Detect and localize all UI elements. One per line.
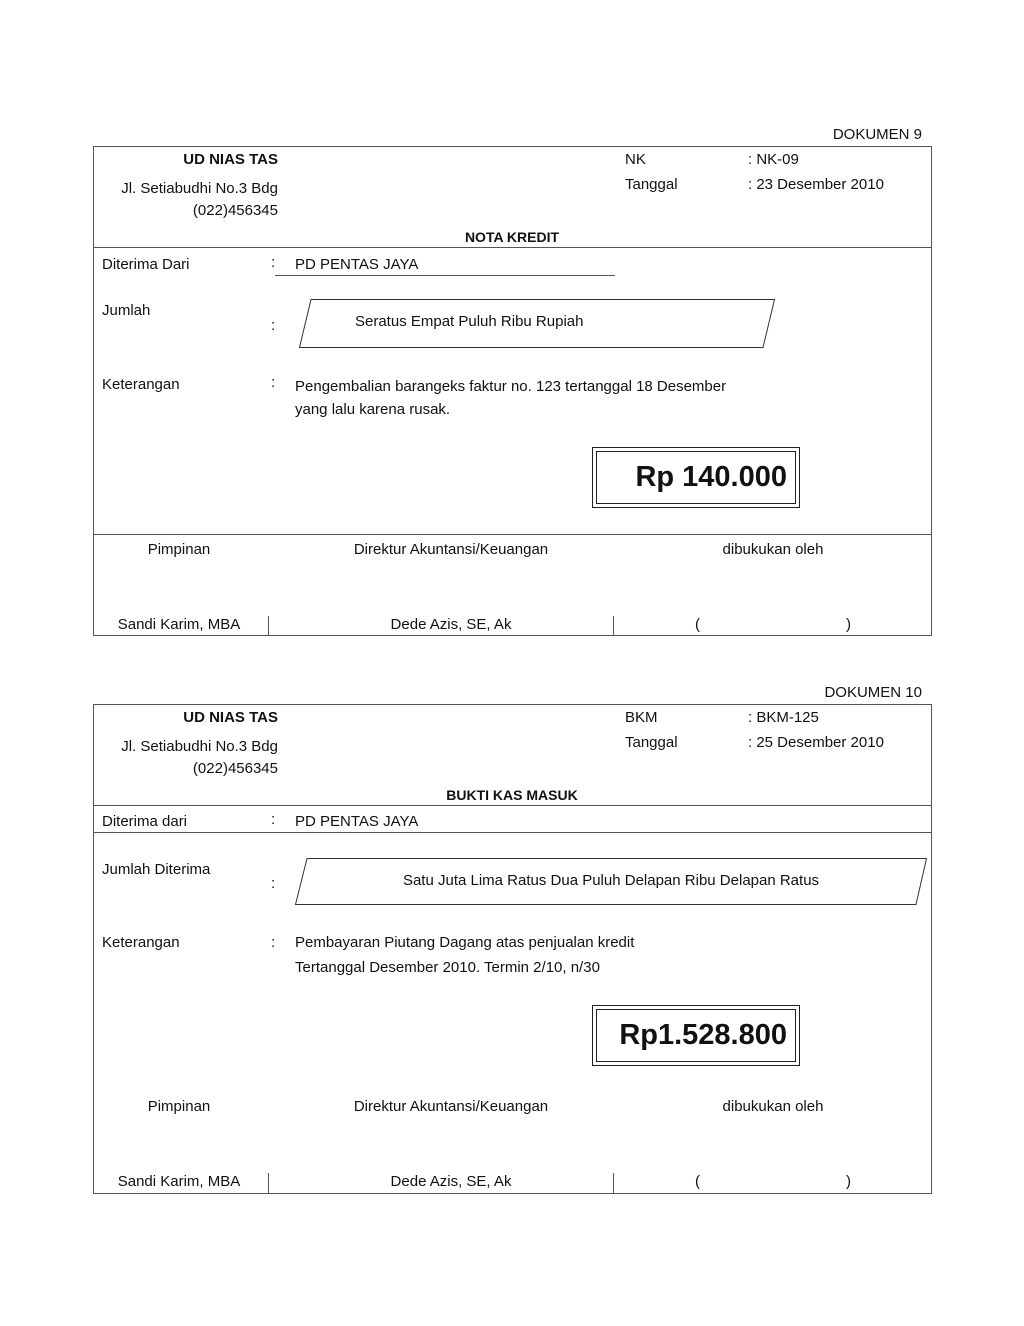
note-line: Pembayaran Piutang Dagang atas penjualan kredit	[295, 934, 635, 951]
note-label: Keterangan	[102, 376, 180, 393]
signature-name-pimpinan: Sandi Karim, MBA	[117, 616, 241, 633]
company-address: Jl. Setiabudhi No.3 Bdg	[121, 180, 278, 197]
divider	[93, 247, 932, 248]
signature-role-pembuku: dibukukan oleh	[722, 541, 824, 558]
meta-value-date: : 25 Desember 2010	[748, 734, 884, 751]
received-from-value: PD PENTAS JAYA	[295, 256, 419, 273]
meta-label-number: NK	[625, 151, 646, 168]
signature-bracket-open: (	[695, 616, 700, 633]
colon: :	[271, 875, 276, 892]
received-from-value: PD PENTAS JAYA	[295, 813, 419, 830]
meta-label-date: Tanggal	[625, 734, 678, 751]
signature-bracket-close: )	[846, 616, 851, 633]
amount-words: Satu Juta Lima Ratus Dua Puluh Delapan Ribu Delapan Ratus	[402, 872, 820, 889]
note-line: Pengembalian barangeks faktur no. 123 tertanggal 18 Desember	[295, 378, 727, 395]
divider	[613, 616, 614, 636]
amount-total-box	[592, 1005, 800, 1066]
divider	[275, 275, 615, 276]
signature-name-direktur: Dede Azis, SE, Ak	[390, 616, 512, 633]
meta-label-date: Tanggal	[625, 176, 678, 193]
signature-name-pimpinan: Sandi Karim, MBA	[117, 1173, 241, 1190]
colon: :	[271, 254, 276, 271]
amount-total-box	[592, 447, 800, 508]
signature-role-pembuku: dibukukan oleh	[722, 1098, 824, 1115]
meta-value-date: : 23 Desember 2010	[748, 176, 884, 193]
amount-label: Jumlah Diterima	[102, 861, 211, 878]
divider	[93, 832, 932, 833]
signature-name-direktur: Dede Azis, SE, Ak	[390, 1173, 512, 1190]
amount-words-box	[295, 858, 927, 905]
company-phone: (022)456345	[192, 760, 278, 777]
meta-label-number: BKM	[625, 709, 658, 726]
received-from-label: Diterima Dari	[102, 256, 190, 273]
signature-bracket-close: )	[846, 1173, 851, 1190]
form-title: NOTA KREDIT	[464, 229, 560, 245]
colon: :	[271, 317, 276, 334]
divider	[93, 805, 932, 806]
note-line: yang lalu karena rusak.	[295, 401, 451, 418]
signature-bracket-open: (	[695, 1173, 700, 1190]
company-address: Jl. Setiabudhi No.3 Bdg	[121, 738, 278, 755]
signature-role-pimpinan: Pimpinan	[147, 1098, 211, 1115]
amount-words: Seratus Empat Puluh Ribu Rupiah	[355, 313, 584, 330]
company-name: UD NIAS TAS	[183, 151, 278, 168]
divider	[93, 534, 932, 535]
form-title: BUKTI KAS MASUK	[446, 787, 578, 803]
meta-value-number: : NK-09	[748, 151, 799, 168]
doc-label: DOKUMEN 10	[824, 684, 922, 701]
colon: :	[271, 811, 276, 828]
amount-total: Rp1.528.800	[596, 1009, 796, 1062]
meta-value-number: : BKM-125	[748, 709, 819, 726]
divider	[268, 616, 269, 636]
amount-total: Rp 140.000	[596, 451, 796, 504]
amount-label: Jumlah	[102, 302, 151, 319]
doc-label: DOKUMEN 9	[832, 126, 922, 143]
signature-role-direktur: Direktur Akuntansi/Keuangan	[353, 541, 549, 558]
colon: :	[271, 934, 276, 951]
divider	[268, 1173, 269, 1193]
note-label: Keterangan	[102, 934, 180, 951]
signature-role-pimpinan: Pimpinan	[147, 541, 211, 558]
note-line: Tertanggal Desember 2010. Termin 2/10, n/30	[295, 959, 600, 976]
company-phone: (022)456345	[192, 202, 278, 219]
colon: :	[271, 374, 276, 391]
amount-words-box	[299, 299, 775, 348]
company-name: UD NIAS TAS	[183, 709, 278, 726]
divider	[613, 1173, 614, 1193]
received-from-label: Diterima dari	[102, 813, 188, 830]
signature-role-direktur: Direktur Akuntansi/Keuangan	[353, 1098, 549, 1115]
